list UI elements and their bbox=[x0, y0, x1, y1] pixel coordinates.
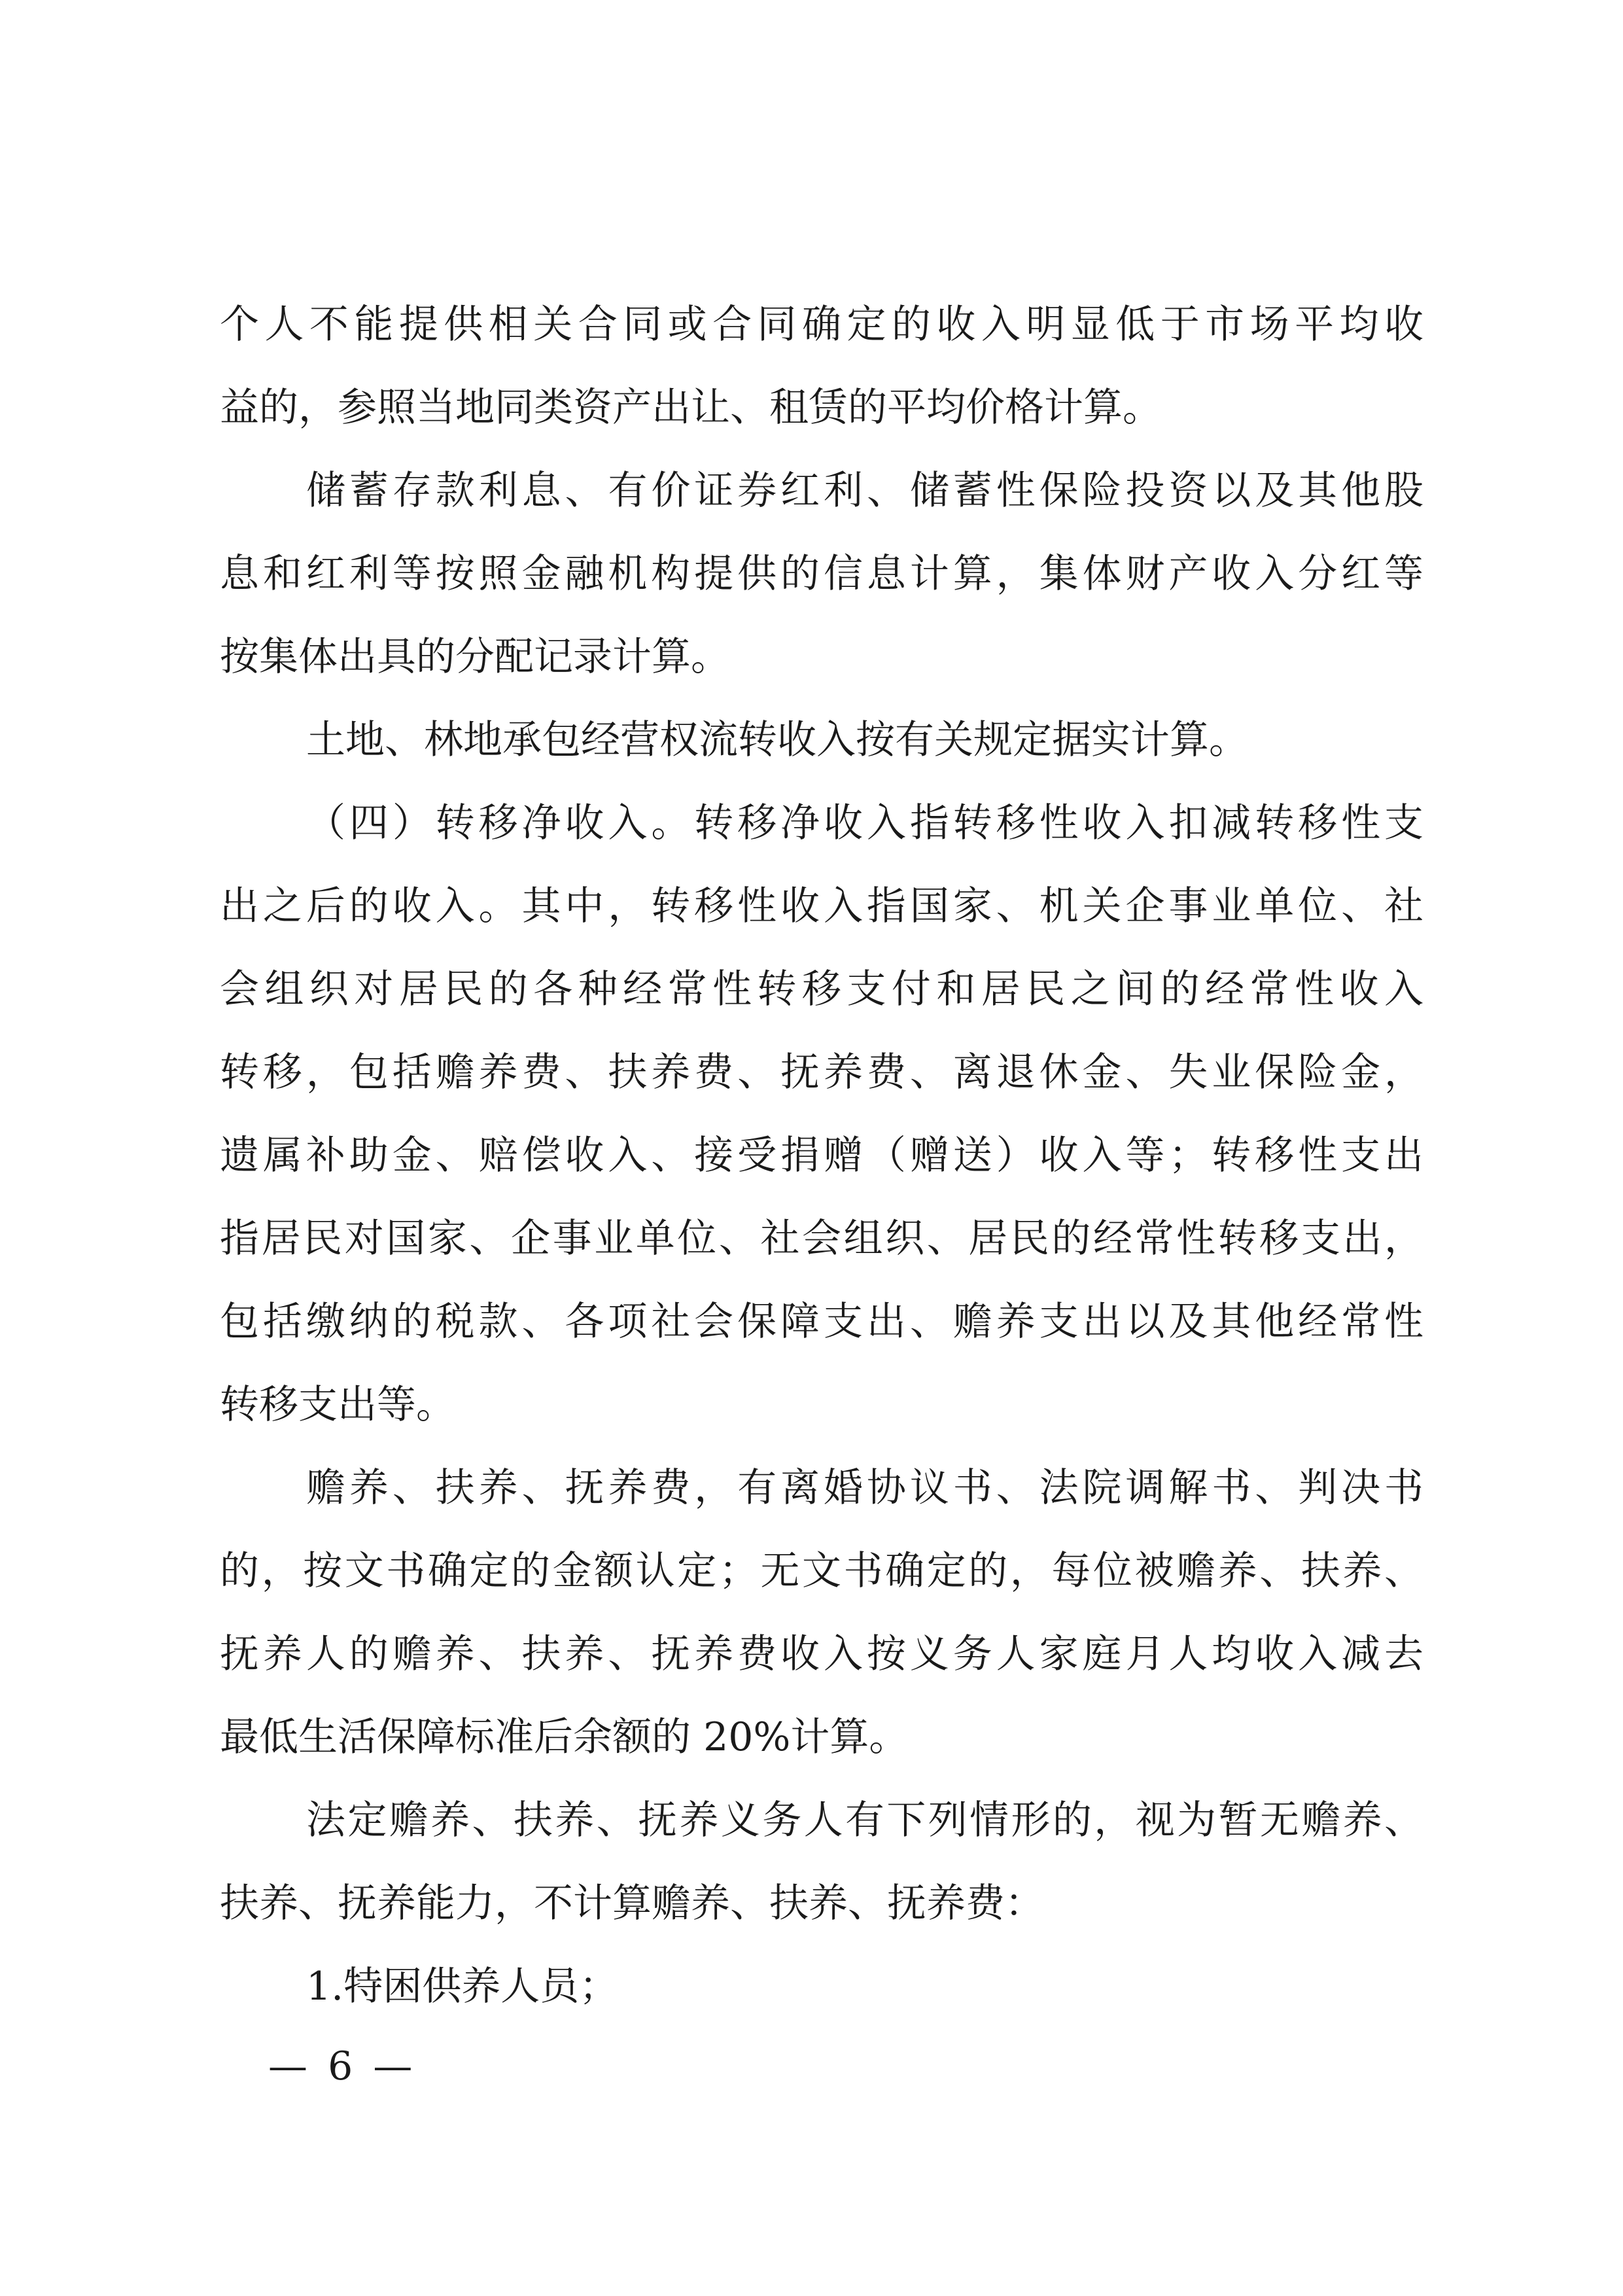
text-line: 最低生活保障标准后余额的 20%计算。 bbox=[220, 1714, 909, 1760]
text-line: 赡养、扶养、抚养费，有离婚协议书、法院调解书、判决书 bbox=[306, 1465, 1423, 1511]
text-line: 按集体出具的分配记录计算。 bbox=[220, 634, 730, 680]
text-line: 储蓄存款利息、有价证券红利、储蓄性保险投资以及其他股 bbox=[306, 468, 1423, 514]
text-line: 土地、林地承包经营权流转收入按有关规定据实计算。 bbox=[306, 717, 1248, 763]
text-line: 转移，包括赡养费、扶养费、抚养费、离退休金、失业保险金， bbox=[220, 1050, 1423, 1095]
text-line: 的，按文书确定的金额认定；无文书确定的，每位被赡养、扶养、 bbox=[220, 1548, 1423, 1594]
text-line: 会组织对居民的各种经常性转移支付和居民之间的经常性收入 bbox=[220, 966, 1423, 1012]
text-line: 法定赡养、扶养、抚养义务人有下列情形的，视为暂无赡养、 bbox=[306, 1797, 1423, 1843]
text-line: 个人不能提供相关合同或合同确定的收入明显低于市场平均收 bbox=[220, 302, 1423, 347]
text-line: 转移支出等。 bbox=[220, 1382, 455, 1428]
text-line: 包括缴纳的税款、各项社会保障支出、赡养支出以及其他经常性 bbox=[220, 1299, 1423, 1345]
text-line: 扶养、抚养能力，不计算赡养、扶养、抚养费： bbox=[220, 1881, 1044, 1926]
text-line: 指居民对国家、企事业单位、社会组织、居民的经常性转移支出， bbox=[220, 1216, 1423, 1262]
page-number: — 6 — bbox=[268, 2043, 417, 2089]
text-line: 益的，参照当地同类资产出让、租赁的平均价格计算。 bbox=[220, 385, 1162, 431]
text-line: 1.特困供养人员； bbox=[306, 1964, 619, 2009]
text-line: 抚养人的赡养、扶养、抚养费收入按义务人家庭月人均收入减去 bbox=[220, 1631, 1423, 1677]
text-line: 出之后的收入。其中，转移性收入指国家、机关企事业单位、社 bbox=[220, 883, 1423, 929]
text-line: （四）转移净收入。转移净收入指转移性收入扣减转移性支 bbox=[306, 800, 1423, 846]
text-line: 遗属补助金、赔偿收入、接受捐赠（赠送）收入等；转移性支出 bbox=[220, 1133, 1423, 1178]
text-line: 息和红利等按照金融机构提供的信息计算，集体财产收入分红等 bbox=[220, 551, 1423, 597]
